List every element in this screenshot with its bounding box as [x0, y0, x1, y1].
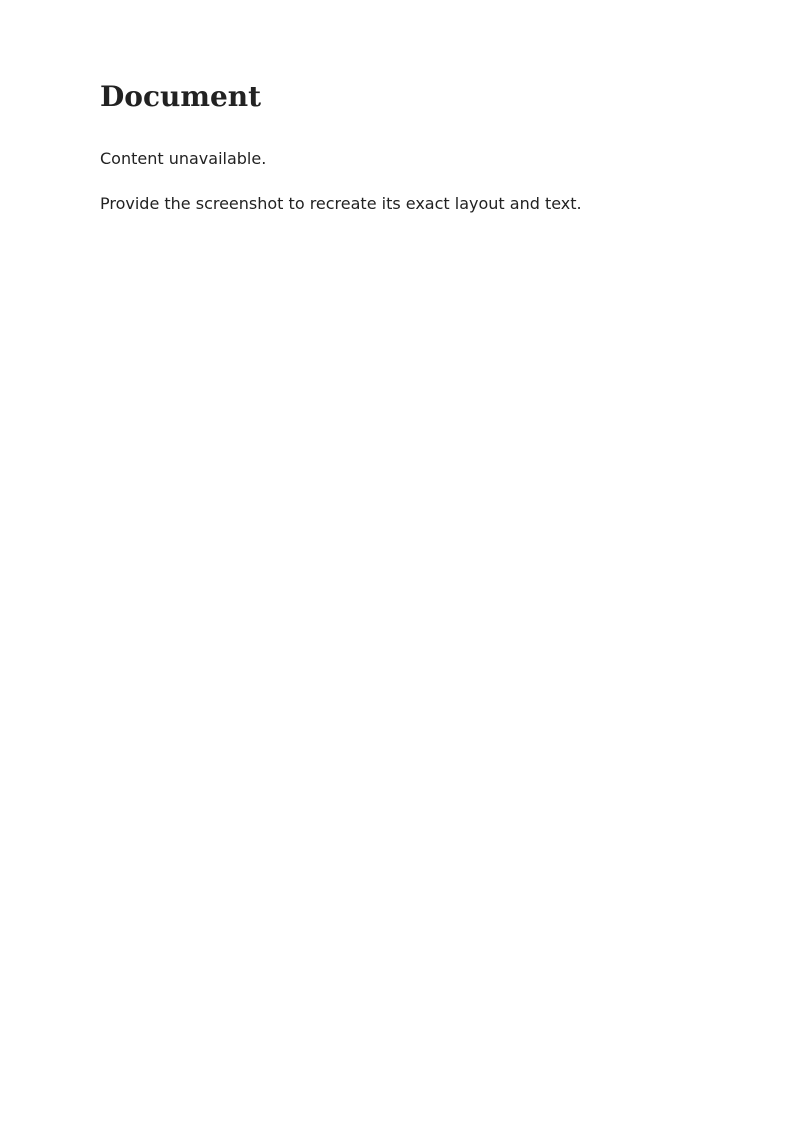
page-title: Document — [100, 80, 262, 113]
paragraph: Content unavailable. — [100, 149, 267, 168]
paragraph: Provide the screenshot to recreate its exact layout and text. — [100, 194, 582, 214]
